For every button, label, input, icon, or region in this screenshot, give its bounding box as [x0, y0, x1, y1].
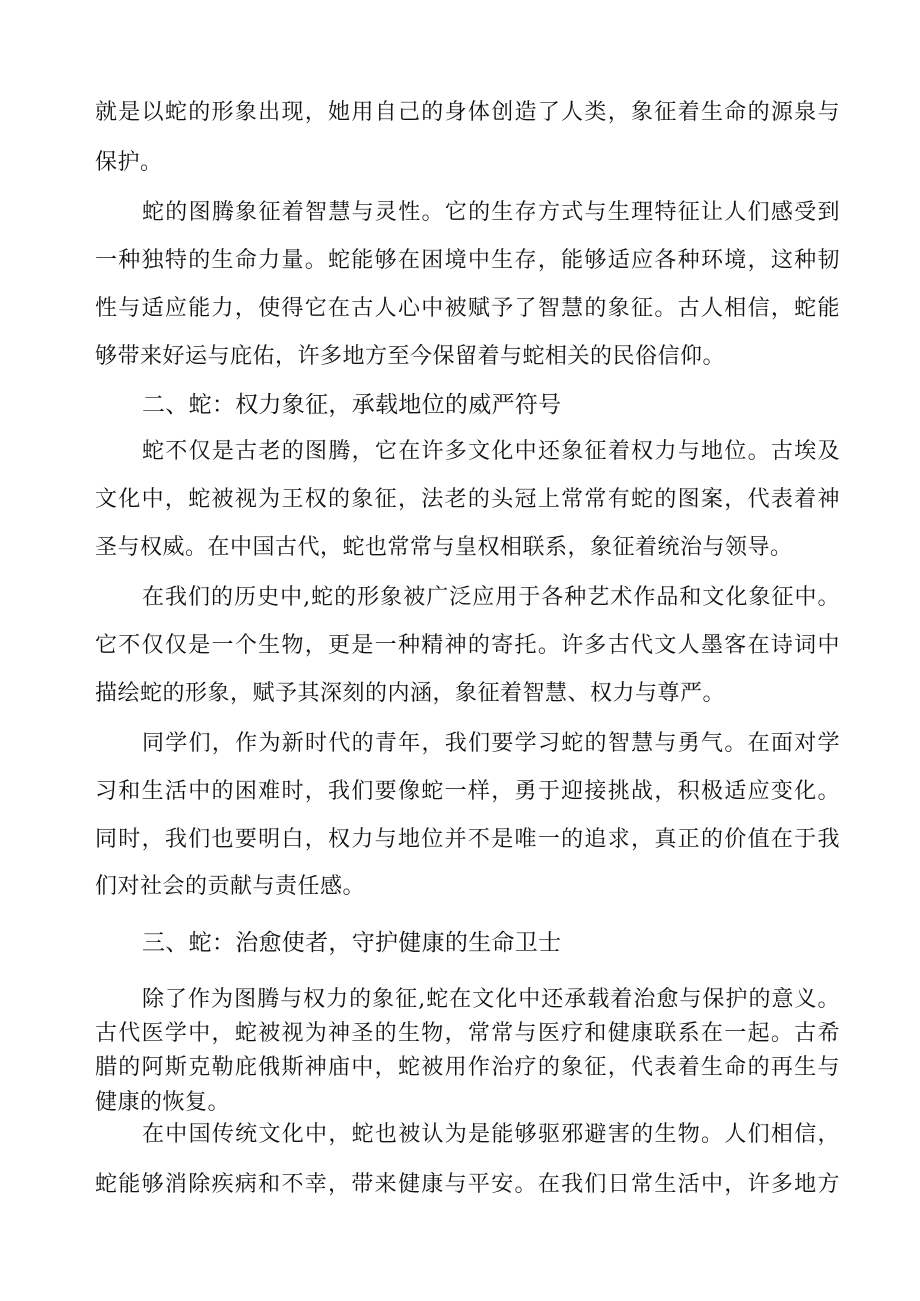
paragraph-line: 蛇不仅是古老的图腾，它在许多文化中还象征着权力与地位。古埃及	[142, 439, 840, 464]
paragraph-line: 习和生活中的困难时，我们要像蛇一样，勇于迎接挑战，积极适应变化。	[95, 779, 840, 804]
paragraph-line: 同学们，作为新时代的青年，我们要学习蛇的智慧与勇气。在面对学	[142, 731, 840, 756]
paragraph-line: 在中国传统文化中，蛇也被认为是能够驱邪避害的生物。人们相信，	[142, 1122, 840, 1147]
paragraph-line: 就是以蛇的形象出现，她用自己的身体创造了人类，象征着生命的源泉与	[95, 100, 840, 125]
paragraph-line: 腊的阿斯克勒庇俄斯神庙中，蛇被用作治疗的象征，代表着生命的再生与	[95, 1055, 840, 1080]
paragraph-line: 性与适应能力，使得它在古人心中被赋予了智慧的象征。古人相信，蛇能	[95, 296, 840, 321]
paragraph-line: 除了作为图腾与权力的象征,蛇在文化中还承载着治愈与保护的意义。	[142, 987, 840, 1012]
paragraph-line: 圣与权威。在中国古代，蛇也常常与皇权相联系，象征着统治与领导。	[95, 535, 793, 560]
paragraph-line: 够带来好运与庇佑，许多地方至今保留着与蛇相关的民俗信仰。	[95, 344, 726, 369]
paragraph-line: 文化中，蛇被视为王权的象征，法老的头冠上常常有蛇的图案，代表着神	[95, 487, 840, 512]
section-heading: 二、蛇：权力象征，承载地位的威严符号	[142, 392, 562, 418]
paragraph-line: 健康的恢复。	[95, 1090, 231, 1115]
paragraph-line: 描绘蛇的形象，赋予其深刻的内涵，象征着智慧、权力与尊严。	[95, 681, 726, 706]
paragraph-line: 古代医学中，蛇被视为神圣的生物，常常与医疗和健康联系在一起。古希	[95, 1021, 840, 1046]
paragraph-line: 在我们的历史中,蛇的形象被广泛应用于各种艺术作品和文化象征中。	[142, 585, 840, 610]
paragraph-line: 保护。	[95, 150, 163, 175]
paragraph-line: 蛇能够消除疾病和不幸，带来健康与平安。在我们日常生活中，许多地方	[95, 1172, 840, 1197]
paragraph-line: 们对社会的贡献与责任感。	[95, 874, 366, 899]
paragraph-line: 它不仅仅是一个生物，更是一种精神的寄托。许多古代文人墨客在诗词中	[95, 633, 840, 658]
paragraph-line: 一种独特的生命力量。蛇能够在困境中生存，能够适应各种环境，这种韧	[95, 248, 840, 273]
section-heading: 三、蛇：治愈使者，守护健康的生命卫士	[142, 930, 562, 956]
paragraph-line: 同时，我们也要明白，权力与地位并不是唯一的追求，真正的价值在于我	[95, 827, 840, 852]
paragraph-line: 蛇的图腾象征着智慧与灵性。它的生存方式与生理特征让人们感受到	[142, 200, 840, 225]
